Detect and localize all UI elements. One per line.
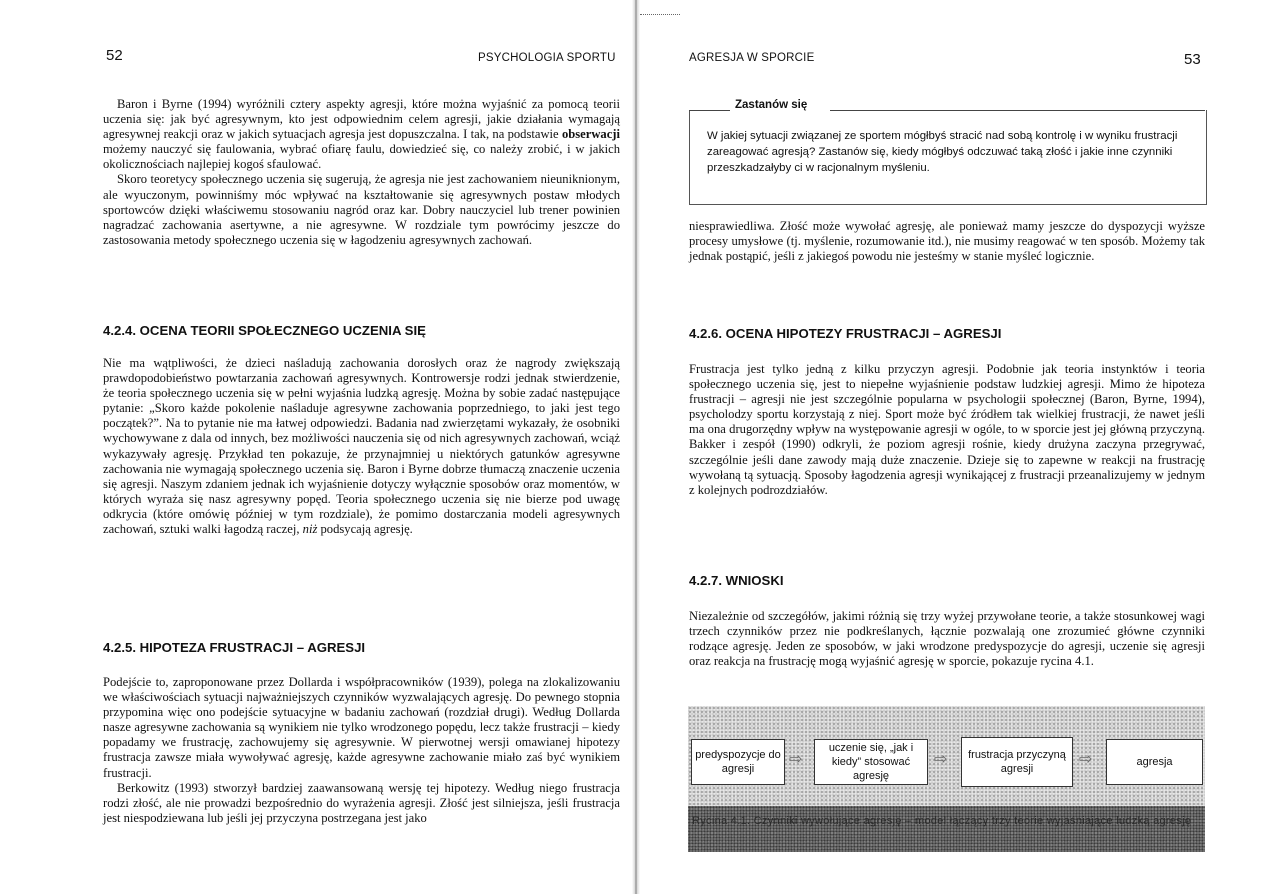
text-run: Skoro teoretycy społecznego uczenia się sugerują, że agresja nie jest zachowaniem nieuniknionym, ale wyuczonym, powinniśmy móc wpływać na kształtowanie się agresywnych postaw młodych sportowców dzięki właściwemu stosowaniu nagród oraz kar. Dobry nauczyciel lub trener powinien nagradzać zachowania asertywne, a nie agresywne. W rozdziale tym powrócimy jeszcze do zastosowania metody społecznego uczenia się w łagodzeniu agresywnych zachowań. xyxy=(103,172,620,247)
section-426-text xyxy=(689,362,1205,498)
section-425-paragraph-2 xyxy=(103,781,620,826)
running-head-left: PSYCHOLOGIA SPORTU xyxy=(478,52,616,64)
reflection-box-top-rule-left xyxy=(689,110,730,111)
page-number-left: 52 xyxy=(106,47,123,64)
section-427-paragraph xyxy=(689,609,1205,669)
text-run: niesprawiedliwa. Złość może wywołać agresję, ale ponieważ mamy jeszcze do dyspozycji wyższe procesy umysłowe (tj. myślenie, rozumowanie itd.), nie musimy reagować w ten sposób. Możemy tak jednak postąpić, jeśli z jakiegoś powodu nie jesteśmy w stanie myśleć logicznie. xyxy=(689,219,1205,264)
intro-paragraph-1 xyxy=(103,97,620,172)
figure-caption: Rycina 4.1. Czynniki wywołujące agresję – model łączący trzy teorie wyjaśniające ludzką agresję xyxy=(692,815,1192,827)
section-427-text xyxy=(689,609,1205,669)
section-heading-424: 4.2.4. OCENA TEORII SPOŁECZNEGO UCZENIA SIĘ xyxy=(103,323,426,338)
arrow-right-icon: ⇨ xyxy=(789,749,803,768)
section-heading-426: 4.2.6. OCENA HIPOTEZY FRUSTRACJI – AGRESJI xyxy=(689,326,1002,341)
figure-box-aggression: agresja xyxy=(1106,739,1203,785)
text-run: Frustracja jest tylko jedną z kilku przyczyn agresji. Podobnie jak teoria instynktów i teoria społecznego uczenia się, jest to niepełne wyjaśnienie podstaw ludzkiej agresji. Mimo że hipoteza frustracji – agresji nie jest szczególnie popularna w psychologii społecznej (Baron, Byrne, 1994), psycholodzy sportu korzystają z niej. Sport może być źródłem tak wielkiej frustracji, że nawet jeśli ma ona drugorzędny wpływ na występowanie agresji w ogóle, to w sporcie jest jej główną przyczyną. Bakker i zespół (1990) odkryli, że poziom agresji rośnie, kiedy drużyna zaczyna przegrywać, szczególnie jeśli dane zawody mają duże znaczenie. Dzieje się to zapewne w reakcji na frustrację wywołaną tą sytuacją. Sposoby łagodzenia agresji wynikającej z frustracji przeanalizujemy w jednym z kolejnych podrozdziałów. xyxy=(689,362,1205,497)
section-424-paragraph xyxy=(103,356,620,537)
reflection-box-top-rule-right xyxy=(830,110,1205,111)
section-426-paragraph xyxy=(689,362,1205,498)
book-spine xyxy=(632,0,640,894)
figure-4-1 xyxy=(688,706,1205,852)
page-number-right: 53 xyxy=(1184,51,1201,68)
section-425-text xyxy=(103,675,620,826)
intro-text xyxy=(103,97,620,248)
text-run: Berkowitz (1993) stworzył bardziej zaawansowaną wersję tej hipotezy. Według niego frustracja rodzi złość, ale nie prowadzi bezpośrednio do wyrażenia agresji. Złość jest silniejsza, jeśli frustracja jest niespodziewana lub jeśli jej przyczyna postrzegana jest jako xyxy=(103,780,620,825)
reflection-box-text: W jakiej sytuacji związanej ze sportem mógłbyś stracić nad sobą kontrolę i w wyniku frustracji zareagować agresją? Zastanów się, kiedy mógłbyś odczuwać taką złość i jakie inne czynniki przeszkadzałyby ci w racjonalnym myśleniu. xyxy=(707,130,1178,174)
text-run: Nie ma wątpliwości, że dzieci naśladują zachowania dorosłych oraz że nagrody zwiększają prawdopodobieństwo powtarzania zachowań agresywnych. Kontrowersje rodzi jednak stwierdzenie, że teoria społecznego uczenia się w pełni wyjaśnia ludzką agresję. Można by sobie zadać następujące pytanie: „Skoro każde pokolenie naśladuje agresywne zachowania poprzedniego, to jaki jest tego początek?”. Na to pytanie nie ma łatwej odpowiedzi. Badania nad zwierzętami wykazały, że osobniki wychowywane z dala od innych, bez możliwości nauczenia się od nich agresywnych zachowań, wciąż wykazywały agresję. Przykład ten pokazuje, że przynajmniej u niektórych gatunków agresywne zachowania nie wymagają społecznego uczenia się. Baron i Byrne dobrze tłumaczą znaczenie uczenia się agresji. Naszym zdaniem jednak ich wyjaśnienie dotyczy wyłącznie sposobów oraz momentów, w których wyraża się nasz agresywny popęd. Teoria społecznego uczenia się nie bierze pod uwagę odkrycia (które omówię później w tym rozdziale), że pomimo dostarczania modeli agresywnych zachowań, sztuki walki łagodzą raczej, xyxy=(103,356,620,537)
section-heading-427: 4.2.7. WNIOSKI xyxy=(689,573,784,588)
figure-box-learning: uczenie się, „jak i kiedy” stosować agresję xyxy=(814,739,928,785)
italic-term: niż xyxy=(302,522,318,537)
figure-box-predispositions: predyspozycje do agresji xyxy=(691,739,785,785)
section-425-paragraph-1 xyxy=(103,675,620,781)
running-head-right: AGRESJA W SPORCIE xyxy=(689,52,815,64)
continuation-paragraph xyxy=(689,219,1205,264)
text-run: Podejście to, zaproponowane przez Dollarda i współpracowników (1939), polega na zlokalizowaniu we właściwościach sytuacji najważniejszych czynników wyzwalających agresję. Do pewnego stopnia przypomina więc ono podejście sytuacyjne w badaniu zachowań (rozdział drugi). Według Dollarda nasze agresywne zachowania są wynikiem nie tylko wrodzonego popędu, lecz także frustracji – kiedy popadamy we frustrację, zachowujemy się agresywnie. W pierwotnej wersji omawianej hipotezy frustracja zawsze miała wywoływać agresję, każde agresywne zachowanie miało zaś być wynikiem frustracji. xyxy=(103,675,620,780)
intro-paragraph-2 xyxy=(103,172,620,247)
arrow-right-icon: ⇨ xyxy=(934,749,948,768)
continuation-text xyxy=(689,219,1205,264)
text-run: Baron i Byrne (1994) wyróżnili cztery aspekty agresji, które można wyjaśnić za pomocą teorii uczenia się: jak być agresywnym, kto jest odpowiednim celem agresji, jakie działania wymagają agresywnej reakcji oraz w jakich sytuacjach agresja jest dopuszczalna. I tak, na podstawie xyxy=(103,97,620,142)
text-run: możemy nauczyć się faulowania, wybrać ofiarę faulu, dowiedzieć się, co należy zrobić, i w jakich okolicznościach najlepiej kogoś sfaulować. xyxy=(103,142,620,172)
figure-box-frustration: frustracja przyczyną agresji xyxy=(961,737,1073,787)
text-run: Niezależnie od szczegółów, jakimi różnią się trzy wyżej przywołane teorie, a także stosunkowej wagi trzech czynników przez nie podkreślanych, łącznie pozwalają one zrozumieć główne czynniki rodzące agresję. Jeden ze sposobów, w jaki wrodzone predyspozycje do agresji, uczenie się agresji oraz reakcja na frustrację mogą wyjaśnić agresję w sporcie, pokazuje rycina 4.1. xyxy=(689,609,1205,669)
section-heading-425: 4.2.5. HIPOTEZA FRUSTRACJI – AGRESJI xyxy=(103,640,366,655)
bold-term: obserwacji xyxy=(561,127,620,142)
reflection-box-title: Zastanów się xyxy=(735,99,808,111)
figure-caption-band xyxy=(688,806,1205,852)
text-run: podsycają agresję. xyxy=(317,522,413,537)
arrow-right-icon: ⇨ xyxy=(1079,749,1093,768)
section-424-text xyxy=(103,356,620,537)
